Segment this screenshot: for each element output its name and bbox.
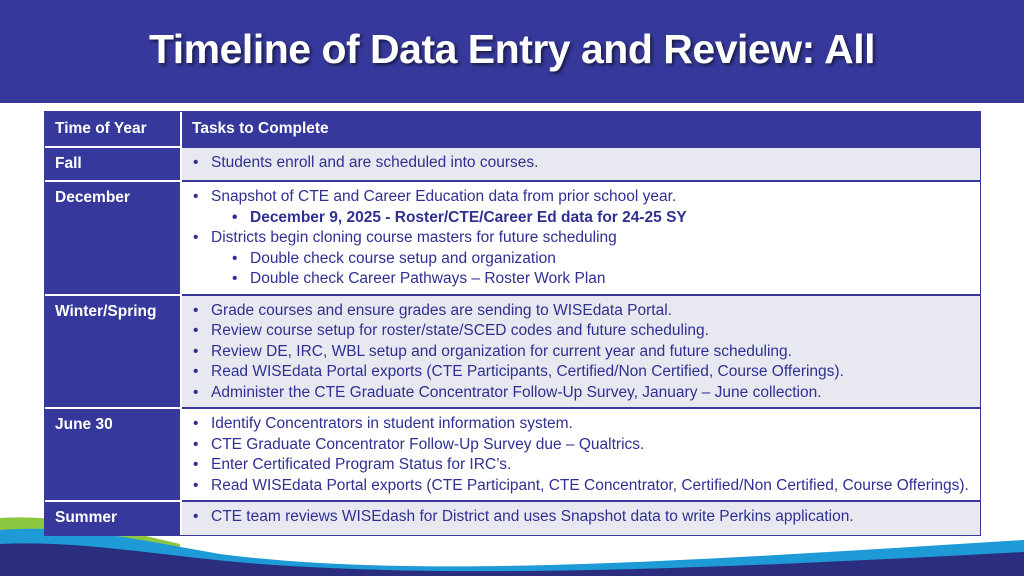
task-item: • Administer the CTE Graduate Concentrator Follow-Up Survey, January – June collection. xyxy=(192,383,970,404)
table-header-row xyxy=(45,112,980,147)
task-item: • Grade courses and ensure grades are sending to WISEdata Portal. xyxy=(192,301,970,322)
task-list xyxy=(192,507,970,528)
timeline-table xyxy=(44,111,981,536)
period-cell: June 30 xyxy=(45,408,181,501)
period-cell: Winter/Spring xyxy=(45,295,181,409)
table-row-june-30 xyxy=(45,408,980,501)
task-subitem: • Double check Career Pathways – Roster Work Plan xyxy=(231,269,970,290)
table-row-summer xyxy=(45,501,980,535)
task-item: • CTE Graduate Concentrator Follow-Up Survey due – Qualtrics. xyxy=(192,435,970,456)
task-item: • Read WISEdata Portal exports (CTE Participant, CTE Concentrator, Certified/Non Certified, Course Offerings). xyxy=(192,476,970,497)
task-list xyxy=(192,414,970,496)
column-header-time-of-year: Time of Year xyxy=(45,112,181,147)
task-item: • Identify Concentrators in student information system. xyxy=(192,414,970,435)
tasks-cell xyxy=(181,501,980,535)
task-item: • Read WISEdata Portal exports (CTE Participants, Certified/Non Certified, Course Offerings). xyxy=(192,362,970,383)
period-cell: Summer xyxy=(45,501,181,535)
task-list xyxy=(192,153,970,174)
task-item: • Review course setup for roster/state/SCED codes and future scheduling. xyxy=(192,321,970,342)
tasks-cell xyxy=(181,295,980,409)
task-item: • Districts begin cloning course masters for future scheduling xyxy=(192,228,970,249)
table-row-winter-spring xyxy=(45,295,980,409)
tasks-cell xyxy=(181,181,980,295)
task-list xyxy=(192,187,970,290)
tasks-cell xyxy=(181,408,980,501)
table-row-fall xyxy=(45,147,980,182)
task-item: • Review DE, IRC, WBL setup and organization for current year and future scheduling. xyxy=(192,342,970,363)
task-item: • Snapshot of CTE and Career Education data from prior school year. xyxy=(192,187,970,208)
period-cell: Fall xyxy=(45,147,181,182)
table-row-december xyxy=(45,181,980,295)
task-item: • CTE team reviews WISEdash for District and uses Snapshot data to write Perkins application. xyxy=(192,507,970,528)
page-title: Timeline of Data Entry and Review: All xyxy=(148,26,875,72)
task-item: • Enter Certificated Program Status for IRC’s. xyxy=(192,455,970,476)
task-item: • Students enroll and are scheduled into courses. xyxy=(192,153,970,174)
period-cell: December xyxy=(45,181,181,295)
task-subitem-deadline: • December 9, 2025 - Roster/CTE/Career Ed data for 24-25 SY xyxy=(231,208,970,229)
column-header-tasks: Tasks to Complete xyxy=(181,112,980,147)
task-list xyxy=(192,301,970,404)
tasks-cell xyxy=(181,147,980,182)
task-subitem: • Double check course setup and organization xyxy=(231,249,970,270)
